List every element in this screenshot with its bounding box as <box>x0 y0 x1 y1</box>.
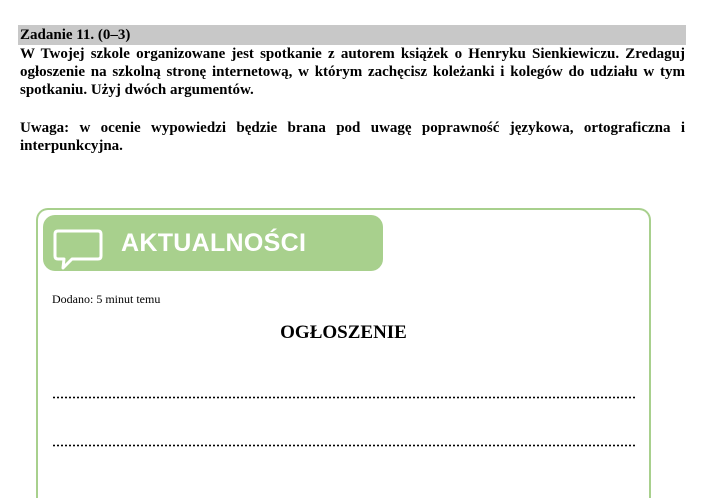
task-title: Zadanie 11. (0–3) <box>20 27 131 43</box>
added-timestamp: Dodano: 5 minut temu <box>52 292 161 306</box>
news-tab <box>43 215 383 271</box>
speech-bubble-icon <box>52 228 104 272</box>
task-body <box>20 45 685 155</box>
news-tab-title: AKTUALNOŚCI <box>121 229 307 257</box>
announcement-heading: OGŁOSZENIE <box>280 322 407 343</box>
task-header-bar <box>18 25 686 45</box>
answer-line[interactable] <box>52 396 636 399</box>
news-panel <box>36 208 651 498</box>
task-instruction: W Twojej szkole organizowane jest spotkanie z autorem książek o Henryku Sienkiewiczu. Zredaguj ogłoszenie na szkolną stronę internetową, w którym zachęcisz koleżanki i kolegów do udziału w tym spotkaniu. Użyj dwóch argumentów. <box>20 46 685 98</box>
task-note: Uwaga: w ocenie wypowiedzi będzie brana pod uwagę poprawność językowa, ortograficzna i interpunkcyjna. <box>20 120 685 154</box>
answer-line[interactable] <box>52 444 636 447</box>
